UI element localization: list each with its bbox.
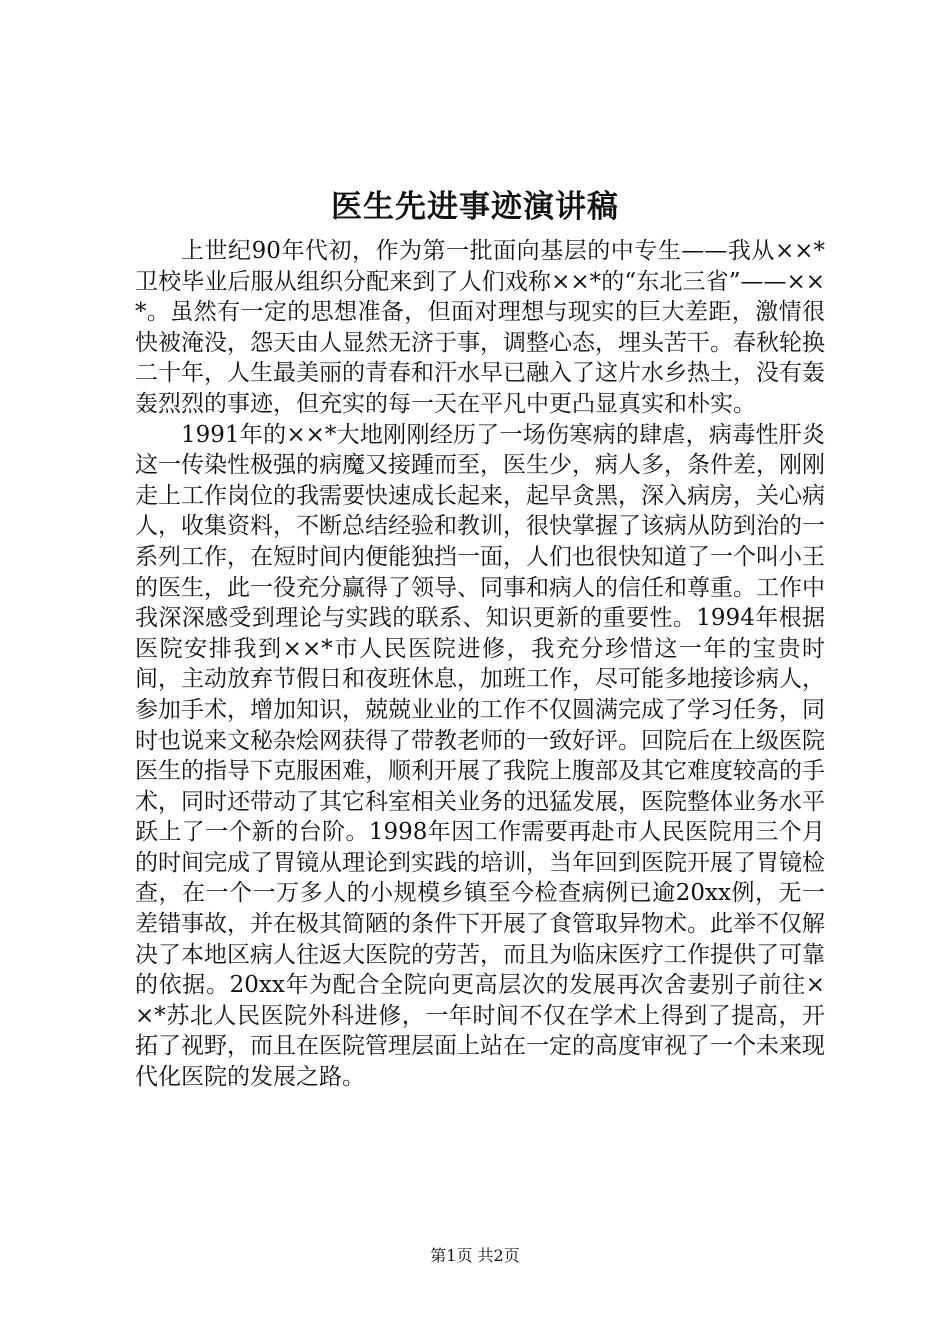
document-title: 医生先进事迹演讲稿 — [331, 189, 619, 225]
page-number-footer: 第1页 共2页 — [430, 1246, 520, 1265]
paragraph-2: 1991年的××*大地刚刚经历了一场伤寒病的肆虐，病毒性肝炎这一传染性极强的病魔又接踵而至，医生少，病人多，条件差，刚刚走上工作岗位的我需要快速成长起来，起早贪黑，深入病房，关心病人，收集资料，不断总结经验和教训，很快掌握了该病从防到治的一系列工作，在短时间内便能独挡一面，人们也很快知道了一个叫小王的医生，此一役充分赢得了领导、同事和病人的信任和尊重。工作中我深深感受到理论与实践的联系、知识更新的重要性。1994年根据医院安排我到××*市人民医院进修，我充分珍惜这一年的宝贵时间，主动放弃节假日和夜班休息，加班工作，尽可能多地接诊病人，参加手术，增加知识，兢兢业业的工作不仅圆满完成了学习任务，同时也说来文秘杂烩网获得了带教老师的一致好评。回院后在上级医院医生的指导下克服困难，顺利开展了我院上腹部及其它难度较高的手术，同时还带动了其它科室相关业务的迅猛发展，医院整体业务水平跃上了一个新的台阶。1998年因工作需要再赴市人民医院用三个月的时间完成了胃镜从理论到实践的培训，当年回到医院开展了胃镜检查，在一个一万多人的小规模乡镇至今检查病例已逾20xx例，无一差错事故，并在极其简陋的条件下开展了食管取异物术。此举不仅解决了本地区病人往返大医院的劳苦，而且为临床医疗工作提供了可靠的依据。20xx年为配合全院向更高层次的发展再次舍妻别子前往××*苏北人民医院外科进修，一年时间不仅在学术上得到了提高，开拓了视野，而且在医院管理层面上站在一定的高度审视了一个未来现代化医院的发展之路。 — [135, 421, 825, 1091]
paragraph-1: 上世纪90年代初，作为第一批面向基层的中专生——我从××*卫校毕业后服从组织分配来到了人们戏称××*的“东北三省”——××*。虽然有一定的思想准备，但面对理想与现实的巨大差距，激情很快被淹没，怨天由人显然无济于事，调整心态，埋头苦干。春秋轮换二十年，人生最美丽的青春和汗水早已融入了这片水乡热土，没有轰轰烈烈的事迹，但充实的每一天在平凡中更凸显真实和朴实。 — [135, 238, 825, 417]
document-body — [135, 236, 825, 1093]
